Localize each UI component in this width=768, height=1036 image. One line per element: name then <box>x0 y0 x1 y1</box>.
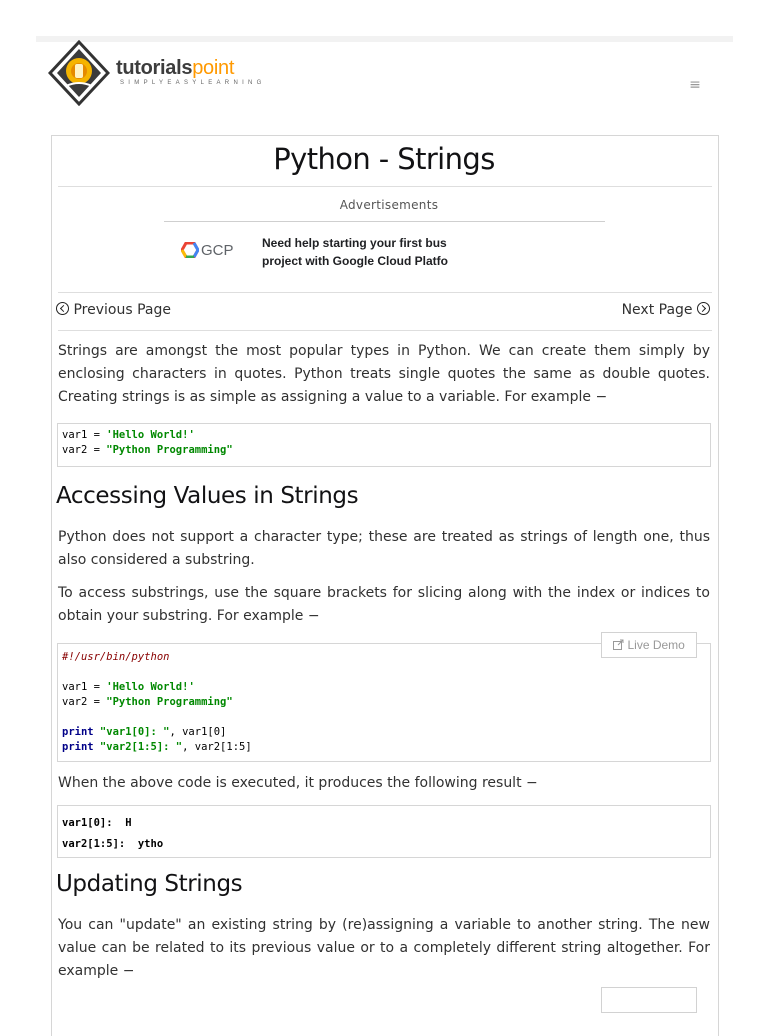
logo-tagline: SIMPLYEASYLEARNING <box>120 80 266 86</box>
logo-emblem-icon <box>48 40 110 106</box>
access-paragraph-1: Python does not support a character type; these are treated as strings of length one, thus also considered a substring. <box>58 529 710 568</box>
previous-page-link[interactable]: Previous Page <box>56 302 171 318</box>
logo-wordmark: tutorialspoint <box>116 57 235 79</box>
heading-updating-strings: Updating Strings <box>56 871 243 897</box>
divider <box>58 186 712 187</box>
circle-arrow-left-icon <box>56 302 69 315</box>
output-block: var1[0]: H var2[1:5]: ytho <box>57 805 711 858</box>
live-demo-button[interactable]: Live Demo <box>601 632 697 658</box>
divider <box>58 292 712 293</box>
gcp-hexagon-icon <box>181 242 199 258</box>
update-paragraph: You can "update" an existing string by (re)assigning a variable to another string. The new value can be related to its previous value or to a completely different string altogether. For example − <box>58 917 710 979</box>
gcp-logo: GCP <box>181 242 251 262</box>
advertisements-label: Advertisements <box>339 198 439 212</box>
access-paragraph-2: To access substrings, use the square brackets for slicing along with the index or indices to obtain your substring. For example − <box>58 585 710 624</box>
external-link-icon <box>613 639 624 650</box>
code-block-2: #!/usr/bin/python var1 = 'Hello World!' var2 = "Python Programming" print "var1[0]: ", var1[0] print "var2[1:5]: ", var2[1:5] <box>57 643 711 762</box>
live-demo-button-partial[interactable] <box>601 987 697 1013</box>
code-block-1: var1 = 'Hello World!' var2 = "Python Programming" <box>57 423 711 467</box>
page-title: Python - Strings <box>273 142 495 176</box>
ad-banner[interactable] <box>164 221 605 280</box>
result-intro-paragraph: When the above code is executed, it produces the following result − <box>58 775 538 791</box>
intro-paragraph: Strings are amongst the most popular types in Python. We can create them simply by enclosing characters in quotes. Python treats single quotes the same as double quotes. Creating strings is as simple as assigning a value to a variable. For example − <box>58 343 710 405</box>
site-logo[interactable] <box>48 40 278 106</box>
ad-text: Need help starting your first bus project with Google Cloud Platfo <box>262 236 448 268</box>
hamburger-menu-icon[interactable]: ≡ <box>689 77 701 93</box>
next-page-link[interactable]: Next Page <box>622 302 710 318</box>
heading-accessing-values: Accessing Values in Strings <box>56 483 359 509</box>
divider <box>58 330 712 331</box>
circle-arrow-right-icon <box>697 302 710 315</box>
